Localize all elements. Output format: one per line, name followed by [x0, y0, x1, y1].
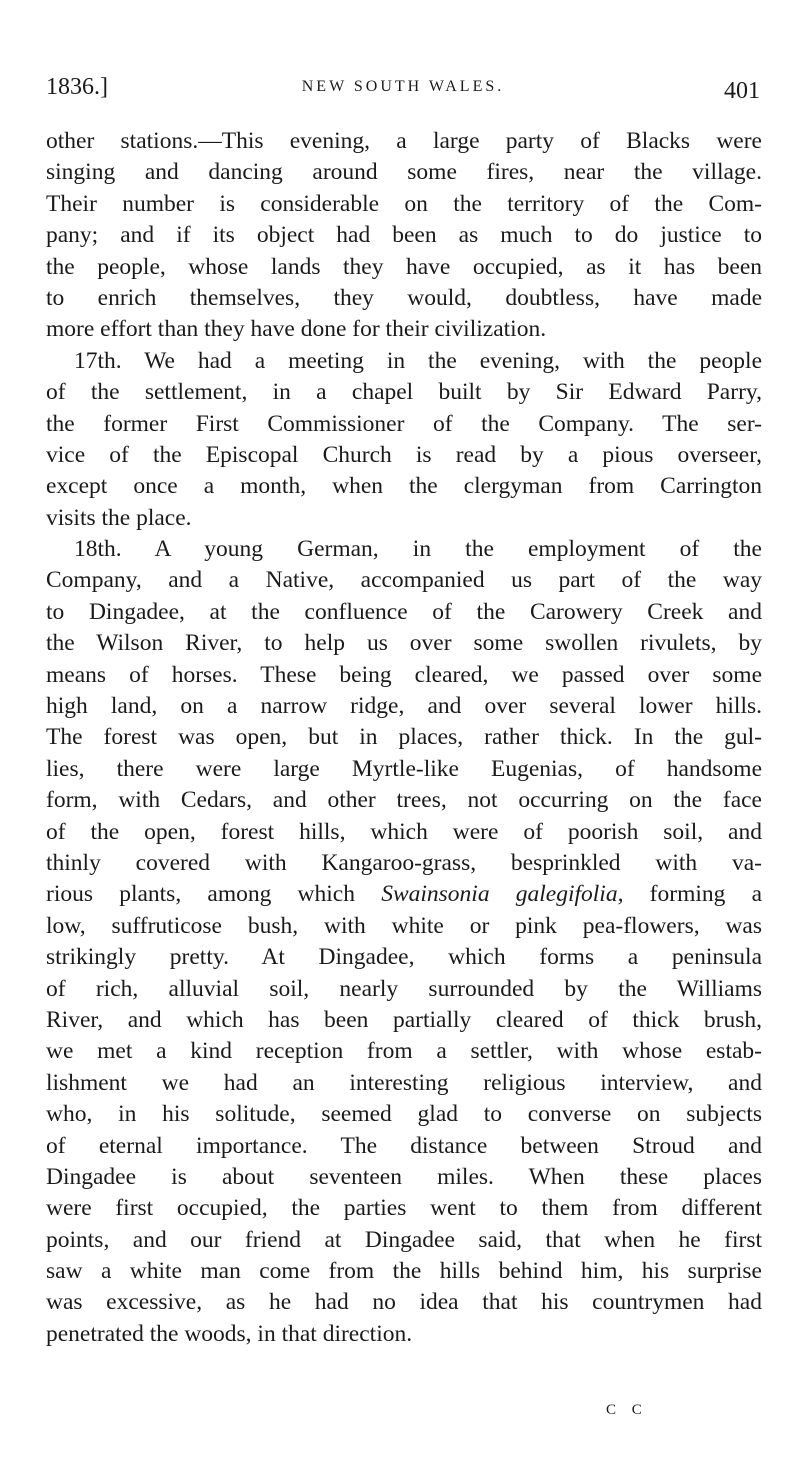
text-line: 17th. We had a meeting in the evening, with the people — [74, 347, 762, 374]
text-line: thinly covered with Kangaroo-grass, besprinkled with va- — [46, 849, 762, 876]
text-line: Their number is considerable on the territory of the Com- — [46, 190, 762, 217]
text-line: we met a kind reception from a settler, with whose estab- — [46, 1038, 762, 1065]
text-line: lishment we had an interesting religious interview, and — [46, 1069, 762, 1096]
text-line: strikingly pretty. At Dingadee, which forms a peninsula — [46, 944, 762, 971]
text-line: points, and our friend at Dingadee said, that when he first — [46, 1226, 762, 1253]
text-line: low, suffruticose bush, with white or pink pea-flowers, was — [46, 912, 762, 939]
text-line: lies, there were large Myrtle-like Eugenias, of handsome — [46, 755, 762, 782]
text-line: except once a month, when the clergyman from Carrington — [46, 473, 762, 500]
text-line: of the settlement, in a chapel built by Sir Edward Parry, — [46, 379, 762, 406]
text-line: Company, and a Native, accompanied us part of the way — [46, 567, 762, 594]
text-line: to Dingadee, at the confluence of the Carowery Creek and — [46, 598, 762, 625]
text-line: more effort than they have done for their civilization. — [46, 316, 547, 343]
species-name: Swainsonia galegifolia, — [381, 881, 624, 908]
text-line: the people, whose lands they have occupied, as it has been — [46, 253, 762, 280]
text-segment: rious plants, among which — [46, 881, 382, 908]
text-line: saw a white man come from the hills behind him, his surprise — [46, 1258, 762, 1285]
signature-mark: C C — [606, 1402, 648, 1418]
page-number: 401 — [724, 78, 760, 104]
text-line: form, with Cedars, and other trees, not occurring on the face — [46, 787, 762, 814]
text-line: to enrich themselves, they would, doubtless, have made — [46, 284, 762, 311]
text-line: 18th. A young German, in the employment of the — [74, 536, 762, 563]
text-line: Dingadee is about seventeen miles. When these places — [46, 1163, 762, 1190]
text-line: who, in his solitude, seemed glad to converse on subjects — [46, 1101, 762, 1128]
text-line: was excessive, as he had no idea that his countrymen had — [46, 1289, 762, 1316]
text-line: were first occupied, the parties went to them from different — [46, 1195, 762, 1222]
header-title: NEW SOUTH WALES. — [301, 78, 505, 95]
running-head — [46, 74, 760, 108]
text-line: means of horses. These being cleared, we passed over some — [46, 661, 762, 688]
text-segment: forming a — [623, 881, 762, 908]
text-line: The forest was open, but in places, rather thick. In the gul- — [46, 724, 762, 751]
header-year: 1836.] — [46, 74, 108, 100]
text-line: the Wilson River, to help us over some swollen rivulets, by — [46, 630, 762, 657]
text-line: of rich, alluvial soil, nearly surrounded by the Williams — [46, 975, 762, 1002]
text-line: visits the place. — [46, 504, 192, 531]
text-line: singing and dancing around some fires, near the village. — [46, 159, 762, 186]
text-line: high land, on a narrow ridge, and over several lower hills. — [46, 693, 762, 720]
text-line: penetrated the woods, in that direction. — [46, 1320, 413, 1347]
text-line: the former First Commissioner of the Company. The ser- — [46, 410, 762, 437]
body-text — [46, 126, 762, 1350]
text-line: other stations.—This evening, a large party of Blacks were — [46, 128, 762, 154]
text-line: River, and which has been partially cleared of thick brush, — [46, 1006, 762, 1033]
text-line-with-italic — [46, 879, 762, 910]
text-line: vice of the Episcopal Church is read by a pious overseer, — [46, 441, 762, 468]
text-line: pany; and if its object had been as much to do justice to — [46, 222, 762, 249]
text-line: of eternal importance. The distance between Stroud and — [46, 1132, 762, 1159]
text-line: of the open, forest hills, which were of poorish soil, and — [46, 818, 762, 845]
